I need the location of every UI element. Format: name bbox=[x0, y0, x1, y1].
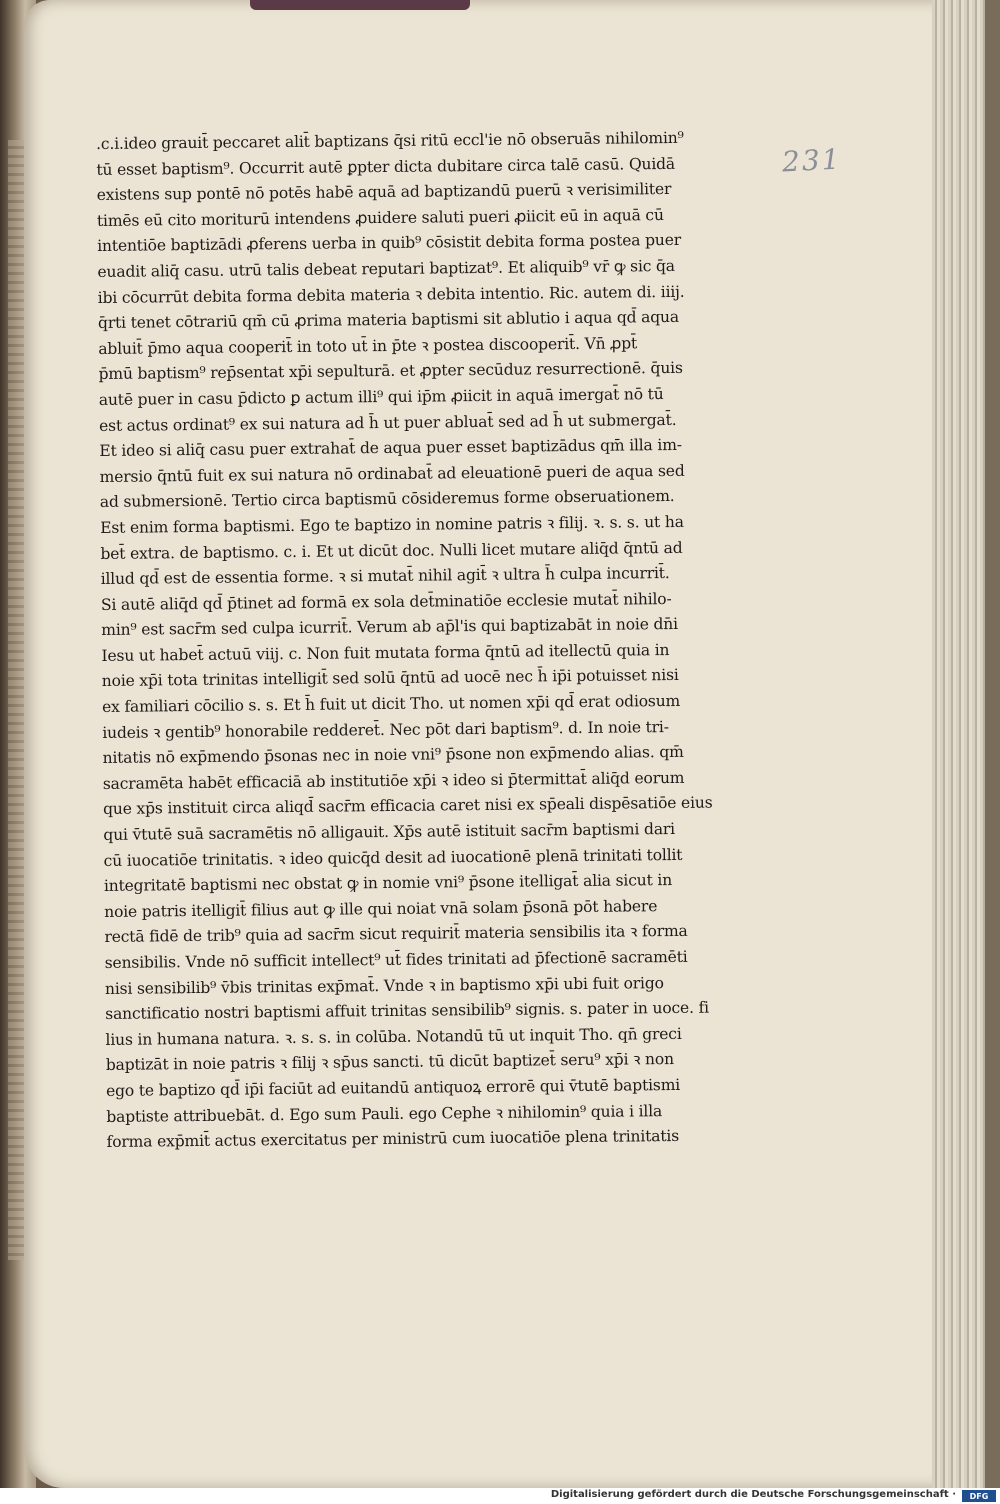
text-block bbox=[96, 125, 757, 1156]
text-line: abluit̄ p̄mo aqua cooperit̄ in toto ut̄ in p̄te ꝛ postea discooperit̄. Vn̄ ꝓpt̄ bbox=[98, 334, 638, 358]
text-line: cū iuocatiōe trinitatis. ꝛ ideo quicq̄d desit ad iuocationē plenā trinitati tollit bbox=[103, 845, 683, 870]
text-line: Et ideo si aliq̄ casu puer extrahat̄ de aqua puer esset baptizādus qm̄ illa im- bbox=[99, 436, 682, 461]
text-line: baptizāt in noie patris ꝛ filij ꝛ sp̄us sancti. tū dicūt baptizet̄ seru⁹ xp̄i ꝛ non bbox=[105, 1050, 674, 1075]
text-line: ibi cōcurrūt debita forma debita materia ꝛ debita intentio. Ric. autem di. iiij. bbox=[97, 282, 685, 307]
text-line: sensibilis. Vnde nō sufficit intellect⁹ ut̄ fides trinitati ad p̄fectionē sacramēti bbox=[104, 947, 688, 972]
text-line: lius in humana natura. ꝛ. s. s. in colūba. Notandū tū ut inquit Tho. qn̄ greci bbox=[105, 1024, 682, 1049]
text-line: Iesu ut habet̄ actuū viij. c. Non fuit mutata forma q̄ntū ad itellectū quia in bbox=[101, 640, 670, 665]
text-line: q̄rti tenet cōtrariū qm̄ cū ꝓrima materia baptismi sit ablutio i aqua qd̄ aqua bbox=[97, 308, 680, 333]
text-line: illud qd̄ est de essentia forme. ꝛ si mutat̄ nihil agit̄ ꝛ ultra h̄ culpa incurrit̄. bbox=[100, 564, 670, 589]
text-line: rectā fidē de trib⁹ quia ad sacr̄m sicut requirit̄ materia sensibilis ita ꝛ forma bbox=[104, 922, 688, 947]
book-cover-edge bbox=[985, 0, 1000, 1488]
text-line: mersio q̄ntū fuit ex sui natura nō ordinabat̄ ad eleuationē pueri de aqua sed bbox=[99, 461, 685, 486]
text-line: que xp̄s instituit circa aliqd̄ sacr̄m efficacia caret nisi ex sp̄eali dispēsatiōe eius bbox=[102, 794, 713, 819]
text-line: tū esset baptism⁹. Occurrit autē ꝑpter dicta dubitare circa talē casū. Quidā bbox=[96, 154, 676, 179]
text-line: sanctificatio nostri baptismi affuit trinitas sensibilib⁹ signis. s. pater in uoce. fi bbox=[105, 998, 709, 1024]
text-line: qui v̄tutē suā sacramētis nō alligauit. Xp̄s autē istituit sacr̄m baptismi dari bbox=[103, 820, 676, 844]
text-line: integritatē baptismi nec obstat ꝙ in nomie vni⁹ p̄sone itelligat̄ alia sicut in bbox=[103, 871, 673, 896]
text-line: Si autē aliq̄d qd̄ p̄tinet ad formā ex sola det̄minatiōe ecclesie mutat̄ nihilo- bbox=[100, 589, 672, 614]
text-line: timēs eū cito moriturū intendens ꝓuidere saluti pueri ꝓiicit eū in aquā cū bbox=[96, 205, 664, 230]
text-line: noie patris itelligit̄ filius aut ꝙ ille qui noiat vnā solam p̄sonā pōt habere bbox=[104, 896, 658, 921]
bookmark-ribbon bbox=[250, 0, 470, 10]
funding-credit: Digitalisierung gefördert durch die Deutsche Forschungsgemeinschaft · bbox=[550, 1489, 956, 1500]
text-line: sacramēta habēt efficaciā ab institutiōe xp̄i ꝛ ideo si p̄termittat̄ aliq̄d eorum bbox=[102, 768, 685, 793]
text-line: noie xp̄i tota trinitas intelligit̄ sed solū q̄ntū ad uocē nec h̄ ip̄i potuisset nisi bbox=[101, 666, 679, 691]
text-line: autē puer in casu p̄dicto ꝑ actum illi⁹ qui ip̄m ꝓiicit in aquā imergat̄ nō tū bbox=[98, 385, 664, 409]
text-line: bet̄ extra. de baptismo. c. i. Et ut dicūt doc. Nulli licet mutare aliq̄d q̄ntū ad bbox=[100, 538, 683, 563]
text-line: nisi sensibilib⁹ v̄bis trinitas exp̄mat̄. Vnde ꝛ in baptismo xp̄i ubi fuit origo bbox=[104, 973, 664, 998]
dfg-logo: DFG bbox=[962, 1490, 996, 1502]
text-line: ex familiari cōcilio s. s. Et h̄ fuit ut dicit Tho. ut nomen xp̄i qd̄ erat odiosum bbox=[101, 691, 681, 717]
text-line: forma exp̄mit̄ actus exercitatus per ministrū cum iuocatiōe plena trinitatis bbox=[106, 1127, 680, 1152]
text-line: existens sup pontē nō potēs habē aquā ad baptizandū puerū ꝛ verisimiliter bbox=[96, 180, 672, 205]
text-line: baptiste attribuebāt. d. Ego sum Pauli. ego Cephe ꝛ nihilomin⁹ quia i illa bbox=[106, 1101, 663, 1126]
folio-number: 231 bbox=[781, 142, 843, 179]
text-line: nitatis nō exp̄mendo p̄sonas nec in noie vni⁹ p̄sone non exp̄mendo alias. qm̄ bbox=[102, 743, 684, 768]
text-line: ego te baptizo qd̄ ip̄i faciūt ad euitandū antiquoꝝ errorē qui v̄tutē baptismi bbox=[105, 1075, 681, 1100]
text-line: est actus ordinat⁹ ex sui natura ad h̄ ut puer abluat̄ sed ad h̄ ut submergat̄. bbox=[98, 410, 677, 435]
text-line: min⁹ est sacr̄m sed culpa icurrit̄. Verum ab ap̄l'is qui baptizabāt in noie dn̄i bbox=[101, 615, 678, 640]
footer-bar bbox=[0, 1488, 1000, 1504]
text-line: Est enim forma baptismi. Ego te baptizo in nomine patris ꝛ filij. ꝛ. s. s. ut ha bbox=[100, 512, 684, 537]
text-line: intentiōe baptizādi ꝓferens uerba in quib⁹ cōsistit debita forma postea puer bbox=[97, 231, 682, 256]
text-line: iudeis ꝛ gentib⁹ honorabile redderet̄. Nec pōt dari baptism⁹. d. In noie tri- bbox=[102, 717, 669, 742]
text-line: euadit aliq̄ casu. utrū talis debeat reputari baptizat⁹. Et aliquib⁹ vr̄ ꝙ sic q̄a bbox=[97, 256, 675, 281]
text-line: p̄mū baptism⁹ rep̄sentat xp̄i sepulturā. et ꝓpter secūduz resurrectionē. q̄uis bbox=[98, 359, 683, 384]
text-line: .c.i.ideo grauit̄ peccaret alit̄ baptizans q̄si ritū eccl'ie nō obseruās nihilomin⁹ bbox=[96, 128, 684, 153]
text-line: ad submersionē. Tertio circa baptismū cōsideremus forme obseruationem. bbox=[99, 487, 675, 512]
